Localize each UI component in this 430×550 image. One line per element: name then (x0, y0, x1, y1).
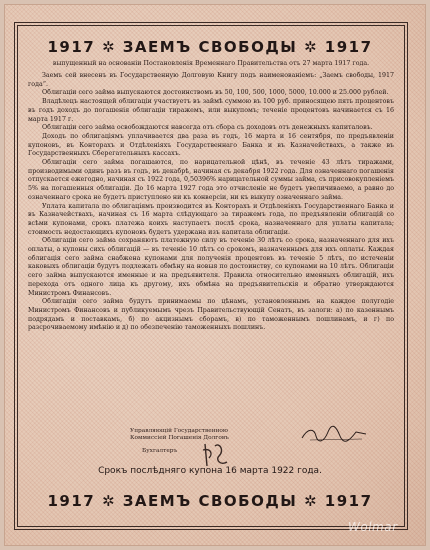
bond-title-bottom: 1917 ✲ ЗАЕМЪ СВОБОДЫ ✲ 1917 (47, 492, 373, 510)
terms-paragraph: Облигаціи сего займа выпускаются достоинствомъ въ 50, 100, 500, 1000, 5000, 10.000 и 25.000 рублей. (42, 89, 389, 97)
terms-paragraph: Облигаціи сего займа будутъ принимаемы по цѣнамъ, установленнымъ на каждое полугодіе Министромъ Финансовъ и публикуемымъ чрезъ Правительствующій Сенатъ, въ залоги: а) по казеннымъ подрядамъ и поставкамъ, б) по акцизнымъ сборамъ, в) по таможеннымъ пошлинамъ, и г) по разсрочиваемому имѣнію и д) по обезпеченію таможенныхъ пошлинъ. (28, 298, 394, 332)
terms-paragraph: Облигаціи сего займа освобождаются навсегда отъ сбора съ доходовъ отъ денежныхъ капиталовъ. (42, 124, 373, 132)
watermark: Wolmar (348, 520, 398, 534)
terms-paragraph: Доходъ по облигаціямъ уплачивается два раза въ годъ, 16 марта и 16 сентября, по предъявленіи купоновъ, въ Конторахъ и Отдѣленіяхъ Государственнаго Банка и въ Казначействахъ, а также въ Государственныхъ Сберегательныхъ кассахъ. (28, 132, 394, 158)
signature-scribble (300, 424, 370, 444)
bond-terms (28, 72, 394, 333)
terms-paragraph: Облигаціи сего займа погашаются, по нарицательной цѣнѣ, въ теченіе 43 лѣтъ тиражами, производимыми одинъ разъ въ годъ, въ декабрѣ, начиная съ декабря 1922 года. Для означеннаго погашенія отпускается ежегодно, начиная съ 1922 года, 0,50396% нарицательной суммы займа, съ присовокупленіемъ 5% на погашенныя облигаціи. До 16 марта 1927 года это отчисленіе не будетъ увеличиваемо, а равно до означеннаго срока не будетъ приступлено ни къ конверсіи, ни къ выкупу означеннаго займа. (28, 159, 394, 201)
last-coupon-date: Срокъ послѣдняго купона 16 марта 1922 года. (98, 466, 322, 476)
signatory-title: Коммиссіей Погашенія Долговъ (130, 435, 229, 442)
terms-paragraph: Владѣлецъ настоящей облигаціи участвуетъ въ займѣ суммою въ 100 руб. приносящею пять процентовъ въ годъ доходъ до погашенія облигаціи тиражемъ, или выкупомъ; теченіе процентовъ начинается съ 16 марта 1917 г. (28, 98, 394, 123)
decree-line: выпущенный на основаніи Постановленія Временнаго Правительства отъ 27 марта 1917 года. (52, 60, 370, 67)
accountant-label: Бухгалтеръ (142, 448, 178, 454)
bond-title-top: 1917 ✲ ЗАЕМЪ СВОБОДЫ ✲ 1917 (47, 38, 373, 56)
signatory-title: Управляющій Государственною (130, 428, 228, 434)
terms-paragraph: Облигаціи сего займа сохраняютъ платежную силу въ теченіе 30 лѣтъ со срока, назначеннаго для ихъ оплаты, а купоны сихъ облигацій — въ теченіе 10 лѣтъ со срокомъ, назначеннымъ для ихъ оплаты. Каждая облигація сего займа снабжена купонами для полученія процентовъ въ теченіе 5 лѣтъ, по истеченіи каковыхъ облигаціи будутъ подлежать обмѣну на новыя по достоинству, со купонами на 10 лѣтъ. Облигаціи сего займа выпускаются именные и на предъявителя. Правила относительно именныхъ облигацій, ихъ перехода отъ одного лица къ другому, ихъ обмѣна на предъявительскія и обратно утверждаются Министромъ Финансовъ. (28, 237, 394, 297)
terms-paragraph: Уплата капитала по облигаціямъ производится въ Конторахъ и Отдѣленіяхъ Государственнаго Банка и въ Казначействахъ, начиная съ 16 марта слѣдующаго за тиражемъ года, по предъявленіи облигацій со всѣми купонами, срокъ платежа коихъ наступаетъ послѣ срока, назначеннаго для уплаты капитала; стоимость недостающихъ купоновъ будетъ удержана изъ капитала облигаціи. (28, 202, 394, 236)
terms-paragraph: Заемъ сей внесенъ въ Государственную Долговую Книгу подъ наименованіемъ: „Заемъ свободы, 1917 года“. (28, 72, 394, 88)
